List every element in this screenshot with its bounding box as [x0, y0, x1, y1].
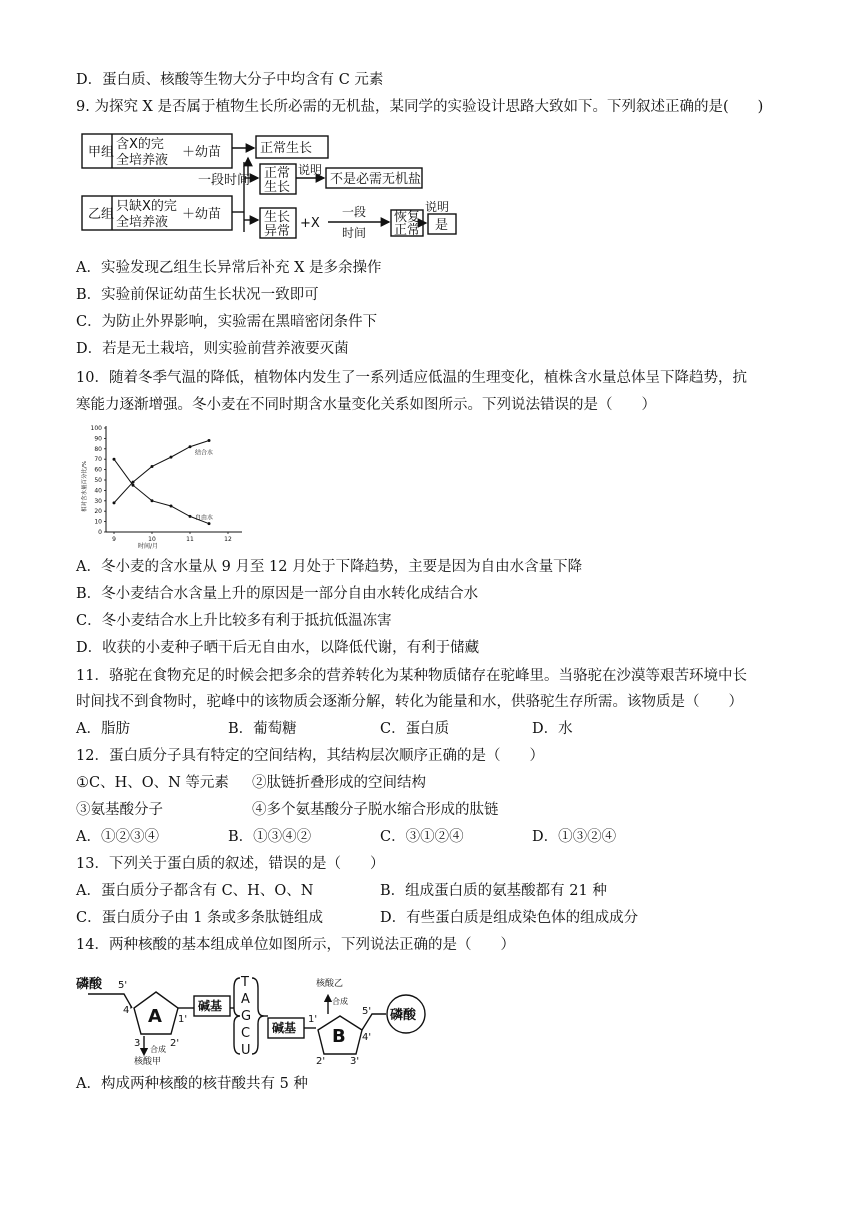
q12-option-a: A．①②③④: [76, 829, 159, 845]
svg-text:生长: 生长: [264, 210, 291, 225]
y-tick-label: 20: [94, 508, 102, 516]
svg-text:1': 1': [178, 1014, 188, 1025]
y-tick-label: 0: [98, 529, 102, 536]
q11-stem-line1: 11．骆驼在食物充足的时候会把多余的营养转化为某种物质储存在驼峰里。当骆驼在沙漠等艰苦环境中长: [76, 668, 747, 684]
nucleic-b-label: 核酸乙: [316, 979, 344, 989]
q9-option-b: B．实验前保证幼苗生长状况一致即可: [76, 287, 319, 303]
sugar-a-label: A: [148, 1006, 162, 1027]
svg-text:1': 1': [308, 1014, 318, 1025]
svg-text:5': 5': [118, 980, 128, 991]
base-a: A: [241, 992, 250, 1007]
x-tick-label: 12: [224, 536, 232, 543]
q13-option-d: D．有些蛋白质是组成染色体的组成成分: [380, 910, 639, 926]
svg-text:+X: +X: [300, 216, 320, 231]
q9-option-c: C．为防止外界影响，实验需在黑暗密闭条件下: [76, 314, 378, 330]
y-tick-label: 90: [94, 435, 102, 443]
x-tick-label: 11: [186, 536, 194, 543]
q11-option-c: C．蛋白质: [380, 721, 450, 737]
q12-item-3: ③氨基酸分子: [76, 802, 163, 818]
q11-option-d: D．水: [532, 721, 573, 737]
q10-option-a: A．冬小麦的含水量从 9 月至 12 月处于下降趋势，主要是因为自由水含量下降: [76, 559, 583, 575]
svg-text:3': 3': [350, 1056, 360, 1066]
base-c: C: [241, 1026, 251, 1041]
q14-nucleotide-diagram: [76, 964, 436, 1066]
svg-text:2': 2': [170, 1038, 180, 1049]
q12-item-1: ①C、H、O、N 等元素: [76, 775, 229, 791]
data-point: [113, 501, 116, 504]
data-point: [132, 484, 135, 487]
q9-period: 一段时间: [198, 173, 251, 188]
q11-option-a: A．脂肪: [76, 721, 130, 737]
svg-text:3: 3: [134, 1038, 141, 1049]
q11-option-b: B．葡萄糖: [228, 721, 297, 737]
sugar-b-label: B: [332, 1026, 346, 1047]
q9-yes: 是: [435, 218, 449, 233]
q10-option-c: C．冬小麦结合水上升比较多有利于抵抗低温冻害: [76, 613, 392, 629]
svg-text:5': 5': [362, 1006, 372, 1017]
data-point: [113, 458, 116, 461]
chart-x-label: 时间/月: [138, 543, 159, 550]
y-tick-label: 80: [94, 445, 102, 453]
svg-text:＋幼苗: ＋幼苗: [182, 207, 222, 222]
q12-option-c: C．③①②④: [380, 829, 464, 845]
q12-option-b: B．①③④②: [228, 829, 312, 845]
svg-text:正常: 正常: [264, 166, 291, 181]
chart-y-label: 相对含水量百分比/%: [82, 460, 88, 512]
y-tick-label: 10: [94, 518, 102, 526]
base-u: U: [241, 1043, 251, 1058]
y-tick-label: 100: [90, 425, 102, 432]
q9-not-required: 不是必需无机盐: [330, 172, 422, 187]
q9-stem: 9. 为探究 X 是否属于植物生长所必需的无机盐，某同学的实验设计思路大致如下。下列叙述正确的是( ): [76, 99, 764, 115]
data-point: [170, 456, 173, 459]
q9-option-d: D．若是无土栽培，则实验前营养液要灭菌: [76, 341, 349, 357]
phosphate-right: 磷酸: [390, 1008, 417, 1023]
q12-stem: 12．蛋白质分子具有特定的空间结构，其结构层次顺序正确的是（ ）: [76, 748, 544, 764]
q9-group-a-solution: 含X的完: [116, 137, 164, 152]
q14-option-a: A．构成两种核酸的核苷酸共有 5 种: [76, 1076, 308, 1092]
svg-text:全培养液: 全培养液: [116, 215, 169, 230]
q9-normal-growth: 正常生长: [260, 141, 313, 156]
q9-group-b-label: 乙组: [88, 207, 115, 222]
svg-text:正常: 正常: [394, 223, 421, 238]
base-right: 碱基: [272, 1021, 297, 1035]
svg-text:生长: 生长: [264, 180, 291, 195]
q9-group-a-label: 甲组: [88, 145, 115, 160]
q10-stem-line2: 寒能力逐渐增强。冬小麦在不同时期含水量变化关系如图所示。下列说法错误的是（ ）: [76, 397, 656, 413]
q9-option-a: A．实验发现乙组生长异常后补充 X 是多余操作: [76, 260, 382, 276]
q12-item-4: ④多个氨基酸分子脱水缩合形成的肽链: [252, 802, 499, 818]
q12-option-d: D．①③②④: [532, 829, 617, 845]
q10-option-b: B．冬小麦结合水含量上升的原因是一部分自由水转化成结合水: [76, 586, 479, 602]
y-tick-label: 30: [94, 497, 102, 505]
svg-text:全培养液: 全培养液: [116, 153, 169, 168]
data-point: [189, 445, 192, 448]
q10-option-d: D．收获的小麦种子晒干后无自由水，以降低代谢，有利于储藏: [76, 640, 480, 656]
svg-text:合成: 合成: [150, 1045, 166, 1054]
q9-group-b-solution: 只缺X的完: [116, 199, 177, 214]
y-tick-label: 70: [94, 456, 102, 464]
base-left: 碱基: [198, 999, 223, 1013]
series-label: 自由水: [195, 514, 214, 522]
svg-text:说明: 说明: [425, 200, 450, 214]
x-tick-label: 9: [112, 536, 116, 543]
q13-option-c: C．蛋白质分子由 1 条或多条肽链组成: [76, 910, 324, 926]
svg-text:合成: 合成: [332, 997, 348, 1006]
phosphate-left: 磷酸: [76, 977, 103, 992]
svg-text:恢复: 恢复: [394, 210, 421, 225]
nucleic-a-label: 核酸甲: [134, 1057, 162, 1066]
x-tick-label: 10: [148, 536, 156, 543]
svg-text:一段: 一段: [342, 205, 367, 219]
y-tick-label: 60: [94, 466, 102, 474]
data-point: [151, 499, 154, 502]
series-label: 结合水: [195, 449, 214, 457]
q13-option-a: A．蛋白质分子都含有 C、H、O、N: [76, 883, 314, 899]
data-point: [170, 505, 173, 508]
data-point: [208, 522, 211, 525]
q10-stem-line1: 10．随着冬季气温的降低，植物体内发生了一系列适应低温的生理变化，植株含水量总体呈下降趋势，抗: [76, 370, 747, 386]
svg-text:说明: 说明: [298, 163, 323, 177]
y-tick-label: 50: [94, 477, 102, 484]
svg-text:异常: 异常: [264, 224, 291, 239]
q14-stem: 14．两种核酸的基本组成单位如图所示，下列说法正确的是（ ）: [76, 937, 515, 953]
q11-stem-line2: 时间找不到食物时，驼峰中的该物质会逐渐分解，转化为能量和水，供骆驼生存所需。该物质是（ ）: [76, 694, 743, 710]
q13-stem: 13．下列关于蛋白质的叙述，错误的是（ ）: [76, 856, 385, 872]
q8-option-d: D．蛋白质、核酸等生物大分子中均含有 C 元素: [76, 72, 384, 88]
data-point: [151, 465, 154, 468]
q10-water-content-chart: [78, 420, 248, 552]
svg-text:时间: 时间: [342, 226, 367, 240]
svg-text:＋幼苗: ＋幼苗: [182, 145, 222, 160]
svg-text:2': 2': [316, 1056, 326, 1066]
q13-option-b: B．组成蛋白质的氨基酸都有 21 种: [380, 883, 607, 899]
base-t: T: [241, 975, 249, 990]
base-g: G: [241, 1009, 252, 1024]
q12-item-2: ②肽链折叠形成的空间结构: [252, 775, 426, 791]
q9-experiment-diagram: [80, 128, 480, 243]
y-tick-label: 40: [94, 487, 102, 495]
data-point: [208, 439, 211, 442]
data-point: [189, 515, 192, 518]
svg-text:4': 4': [362, 1032, 372, 1043]
svg-text:4': 4': [123, 1005, 133, 1016]
